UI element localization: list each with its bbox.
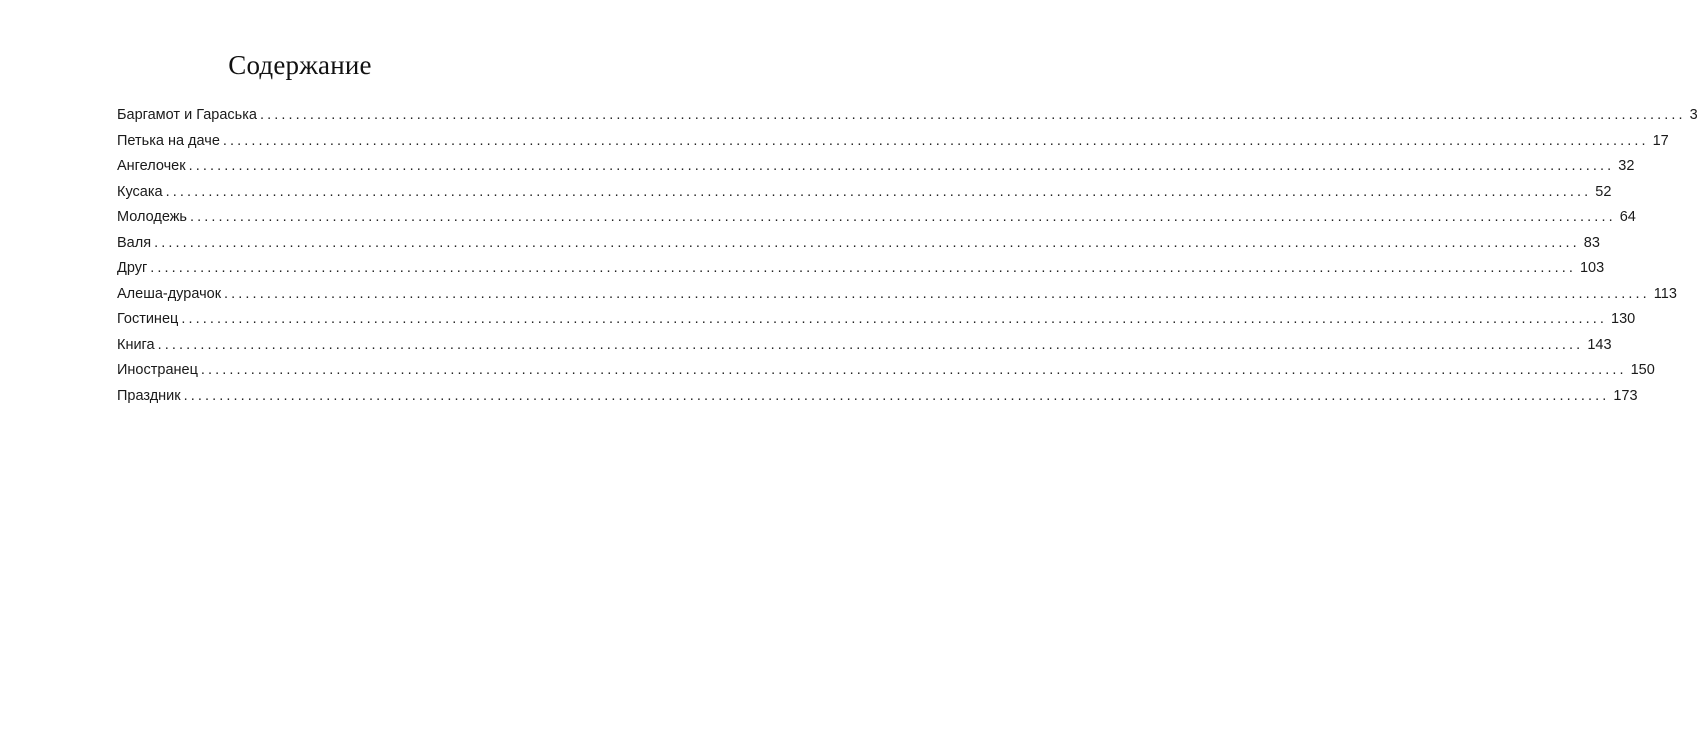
toc-entry-title: Алеша-дурачок xyxy=(117,285,222,302)
toc-entry-title: Молодежь xyxy=(117,209,187,225)
dot-leader: ........................................................................................................................................................................................................ xyxy=(189,209,1616,225)
toc-entry[interactable] xyxy=(117,358,1655,384)
dot-leader: ........................................................................................................................................................................................................ xyxy=(200,362,1627,378)
toc-entry-title: Праздник xyxy=(117,387,181,404)
dot-leader: ........................................................................................................................................................................................................ xyxy=(222,132,1649,149)
toc-entry[interactable] xyxy=(117,231,1600,257)
toc-entry-page: 32 xyxy=(1618,158,1635,174)
dot-leader: ........................................................................................................................................................................................................ xyxy=(188,158,1615,174)
toc-entry-page: 3 xyxy=(1689,107,1698,123)
toc-entry-title: Книга xyxy=(117,336,155,353)
toc-entry-page: 17 xyxy=(1652,132,1669,149)
dot-leader: ........................................................................................................................................................................................................ xyxy=(154,234,1580,251)
toc-entry-title: Ангелочек xyxy=(117,158,186,174)
toc-entry-page: 143 xyxy=(1587,336,1612,353)
toc-entry[interactable] xyxy=(117,154,1635,180)
table-of-contents xyxy=(117,103,1698,409)
toc-entry-title: Кусака xyxy=(117,183,163,200)
toc-entry[interactable] xyxy=(117,307,1636,333)
toc-entry-page: 113 xyxy=(1653,285,1677,302)
toc-entry-page: 83 xyxy=(1583,234,1600,251)
toc-entry[interactable] xyxy=(117,129,1669,155)
toc-entry-page: 52 xyxy=(1595,183,1612,200)
toc-entry-page: 173 xyxy=(1613,387,1638,404)
toc-entry-title: Гостинец xyxy=(117,311,179,327)
page-title: Содержание xyxy=(228,50,372,80)
toc-entry[interactable] xyxy=(117,333,1612,359)
toc-entry-title: Иностранец xyxy=(117,362,198,378)
dot-leader: ........................................................................................................................................................................................................ xyxy=(183,387,1610,404)
dot-leader: ........................................................................................................................................................................................................ xyxy=(224,285,1650,302)
toc-entry-page: 64 xyxy=(1619,209,1636,225)
toc-entry[interactable] xyxy=(117,256,1605,282)
toc-entry-page: 103 xyxy=(1579,260,1605,276)
toc-entry-title: Петька на даче xyxy=(117,132,220,149)
toc-entry[interactable] xyxy=(117,384,1638,410)
toc-entry[interactable] xyxy=(117,282,1677,308)
dot-leader: ........................................................................................................................................................................................................ xyxy=(181,311,1608,327)
toc-entry[interactable] xyxy=(117,205,1636,231)
toc-entry-page: 150 xyxy=(1630,362,1655,378)
toc-entry-title: Баргамот и Гараська xyxy=(117,107,257,123)
dot-leader: ........................................................................................................................................................................................................ xyxy=(157,336,1584,353)
toc-entry-page: 130 xyxy=(1611,311,1636,327)
toc-entry-title: Валя xyxy=(117,234,152,251)
dot-leader: ........................................................................................................................................................................................................ xyxy=(150,260,1576,276)
toc-entry-title: Друг xyxy=(117,260,148,276)
dot-leader: ........................................................................................................................................................................................................ xyxy=(165,183,1592,200)
dot-leader: ........................................................................................................................................................................................................ xyxy=(259,107,1686,123)
toc-entry[interactable] xyxy=(117,180,1612,206)
toc-entry[interactable] xyxy=(117,103,1698,129)
